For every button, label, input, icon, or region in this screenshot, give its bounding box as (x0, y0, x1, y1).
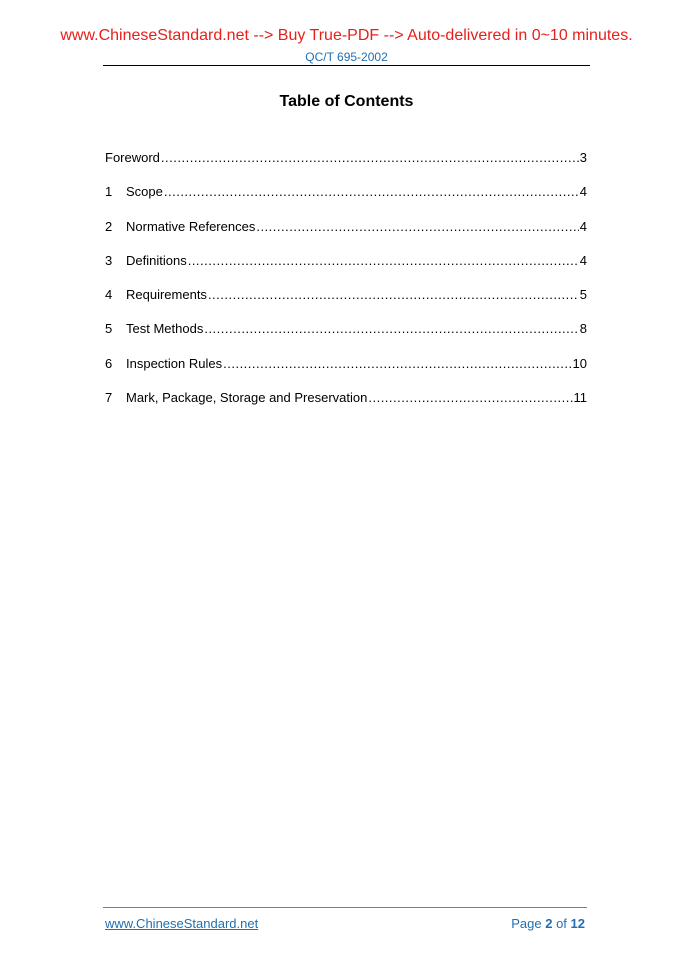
toc-leader-dots (368, 390, 572, 405)
toc-leader-dots (204, 321, 578, 336)
toc-entry-page: 5 (579, 287, 587, 303)
toc-leader-dots (164, 184, 579, 199)
toc-entry-page: 4 (579, 184, 587, 200)
page-indicator (511, 916, 585, 931)
toc-entry-number: 7 (105, 390, 113, 406)
toc-entry-label: Mark, Package, Storage and Preservation (126, 390, 368, 406)
toc-entry-label: Requirements (126, 287, 207, 303)
toc-entry-label: Test Methods (126, 321, 204, 337)
toc-entry-label: Foreword (105, 150, 160, 165)
toc-entry-requirements[interactable] (105, 287, 587, 321)
toc-entry-label: Inspection Rules (126, 355, 223, 371)
toc-entry-number: 5 (105, 321, 113, 337)
toc-entry-page: 4 (579, 252, 587, 268)
toc-leader-dots (188, 253, 579, 268)
toc-entry-number: 2 (105, 218, 113, 234)
table-of-contents (105, 150, 587, 424)
toc-leader-dots (161, 150, 579, 165)
header-banner[interactable]: www.ChineseStandard.net --> Buy True-PDF --> Auto-delivered in 0~10 minutes. (60, 27, 633, 44)
toc-entry-label: Scope (126, 184, 163, 200)
toc-entry-label: Definitions (126, 252, 187, 268)
toc-entry-definitions[interactable] (105, 253, 587, 287)
toc-entry-page: 10 (572, 355, 587, 371)
footer-divider (103, 907, 587, 908)
toc-entry-inspection-rules[interactable] (105, 356, 587, 390)
footer-website-link[interactable]: www.ChineseStandard.net (105, 916, 259, 931)
header-divider (103, 65, 590, 66)
toc-leader-dots (256, 219, 578, 234)
toc-entry-page: 4 (579, 218, 587, 234)
page-indicator-of: of (556, 916, 567, 931)
toc-entry-page: 8 (579, 321, 587, 337)
toc-entry-mark-package-storage[interactable] (105, 390, 587, 424)
toc-entry-label: Normative References (126, 218, 256, 234)
toc-leader-dots (223, 356, 571, 371)
toc-entry-number: 1 (105, 184, 113, 200)
toc-entry-number: 4 (105, 287, 113, 303)
toc-entry-foreword[interactable] (105, 150, 587, 184)
toc-entry-scope[interactable] (105, 184, 587, 218)
document-code: QC/T 695-2002 (305, 50, 388, 64)
page-indicator-total: 12 (570, 916, 585, 931)
page-indicator-current: 2 (545, 916, 553, 931)
toc-entry-number: 3 (105, 252, 113, 268)
page-title: Table of Contents (279, 93, 414, 110)
toc-entry-page: 11 (573, 390, 587, 406)
page-indicator-prefix: Page (511, 916, 542, 931)
toc-entry-page: 3 (579, 150, 587, 165)
toc-entry-normative-references[interactable] (105, 219, 587, 253)
toc-entry-test-methods[interactable] (105, 321, 587, 355)
toc-leader-dots (208, 287, 579, 302)
toc-entry-number: 6 (105, 355, 113, 371)
